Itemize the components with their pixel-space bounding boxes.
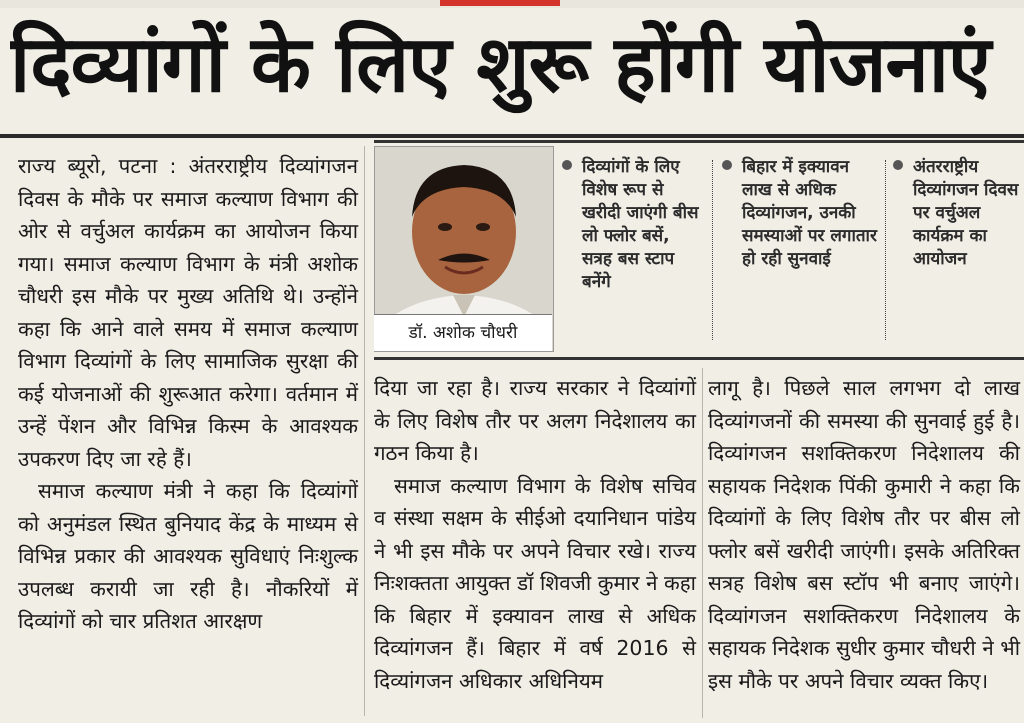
column-divider xyxy=(364,146,365,716)
article-column-3 xyxy=(708,372,1020,697)
highlight-text: दिव्यांगों के लिए विशेष रूप से खरीदी जाएंगी बीस लो फ्लोर बसें, सत्रह बस स्टाप बनेंगे xyxy=(582,157,699,292)
highlight-2 xyxy=(722,156,880,342)
box-rule-top xyxy=(374,140,1024,143)
article-column-2 xyxy=(374,372,696,697)
headline-rule xyxy=(0,134,1024,138)
paragraph: दिया जा रहा है। राज्य सरकार ने दिव्यांगों के लिए विशेष तौर पर अलग निदेशालय का गठन किया है। xyxy=(374,376,696,465)
bullet-icon xyxy=(893,160,903,170)
paragraph: समाज कल्याण मंत्री ने कहा कि दिव्यांगों को अनुमंडल स्थित बुनियाद केंद्र के माध्यम से विभिन्न प्रकार की आवश्यक सुविधाएं निःशुल्क उपलब्ध करायी जा रही है। नौकरियों में दिव्यांगों को चार प्रतिशत आरक्षण xyxy=(18,479,358,633)
bullet-icon xyxy=(562,160,572,170)
paragraph: लागू है। पिछले साल लगभग दो लाख दिव्यांगजनों की समस्या की सुनवाई हुई है। दिव्यांगजन सशक्तिकरण निदेशालय की सहायक निदेशक पिंकी कुमारी ने कहा कि दिव्यांगों के लिए विशेष तौर पर बीस लो फ्लोर बसें खरीदी जाएंगी। इसके अतिरिक्त सत्रह विशेष बस स्टॉप भी बनाए जाएंगे। दिव्यांगजन सशक्तिकरण निदेशालय के सहायक निदेशक सुधीर कुमार चौधरी ने भी इस मौके पर अपने विचार व्यक्त किए। xyxy=(708,376,1020,693)
paragraph: समाज कल्याण विभाग के विशेष सचिव व संस्था सक्षम के सीईओ दयानिधान पांडेय ने भी इस मौके पर अपने विचार रखे। राज्य निःशक्तता आयुक्त डॉ शिवजी कुमार ने कहा कि बिहार में इक्यावन लाख से अधिक दिव्यांगजन हैं। बिहार में वर्ष 2016 से दिव्यांगजन अधिकार अधिनियम xyxy=(374,473,696,693)
highlight-1 xyxy=(562,156,702,342)
photo-caption: डॉ. अशोक चौधरी xyxy=(374,314,552,351)
highlight-text: अंतरराष्ट्रीय दिव्यांगजन दिवस पर वर्चुअल कार्यक्रम का आयोजन xyxy=(913,157,1019,269)
column-divider xyxy=(702,368,703,718)
box-rule-bottom xyxy=(374,357,1024,360)
highlight-divider xyxy=(885,160,886,340)
headline: दिव्यांगों के लिए शुरू होंगी योजनाएं xyxy=(10,20,991,110)
bullet-icon xyxy=(722,160,732,170)
article-column-1 xyxy=(18,150,358,638)
highlight-divider xyxy=(712,160,713,340)
highlight-text: बिहार में इक्यावन लाख से अधिक दिव्यांगजन, उनकी समस्याओं पर लगातार हो रही सुनवाई xyxy=(742,157,877,269)
paragraph: राज्य ब्यूरो, पटना : अंतरराष्ट्रीय दिव्यांगजन दिवस के मौके पर समाज कल्याण विभाग की ओर से वर्चुअल कार्यक्रम का आयोजन किया गया। समाज कल्याण विभाग के मंत्री अशोक चौधरी इस मौके पर मुख्य अतिथि थे। उन्होंने कहा कि आने वाले समय में समाज कल्याण विभाग दिव्यांगों के लिए सामाजिक सुरक्षा की कई योजनाओं की शुरूआत करेगा। वर्तमान में उन्हें पेंशन और विभिन्न किस्म के आवश्यक उपकरण दिए जा रहे हैं। xyxy=(18,154,358,471)
highlight-3 xyxy=(893,156,1019,342)
